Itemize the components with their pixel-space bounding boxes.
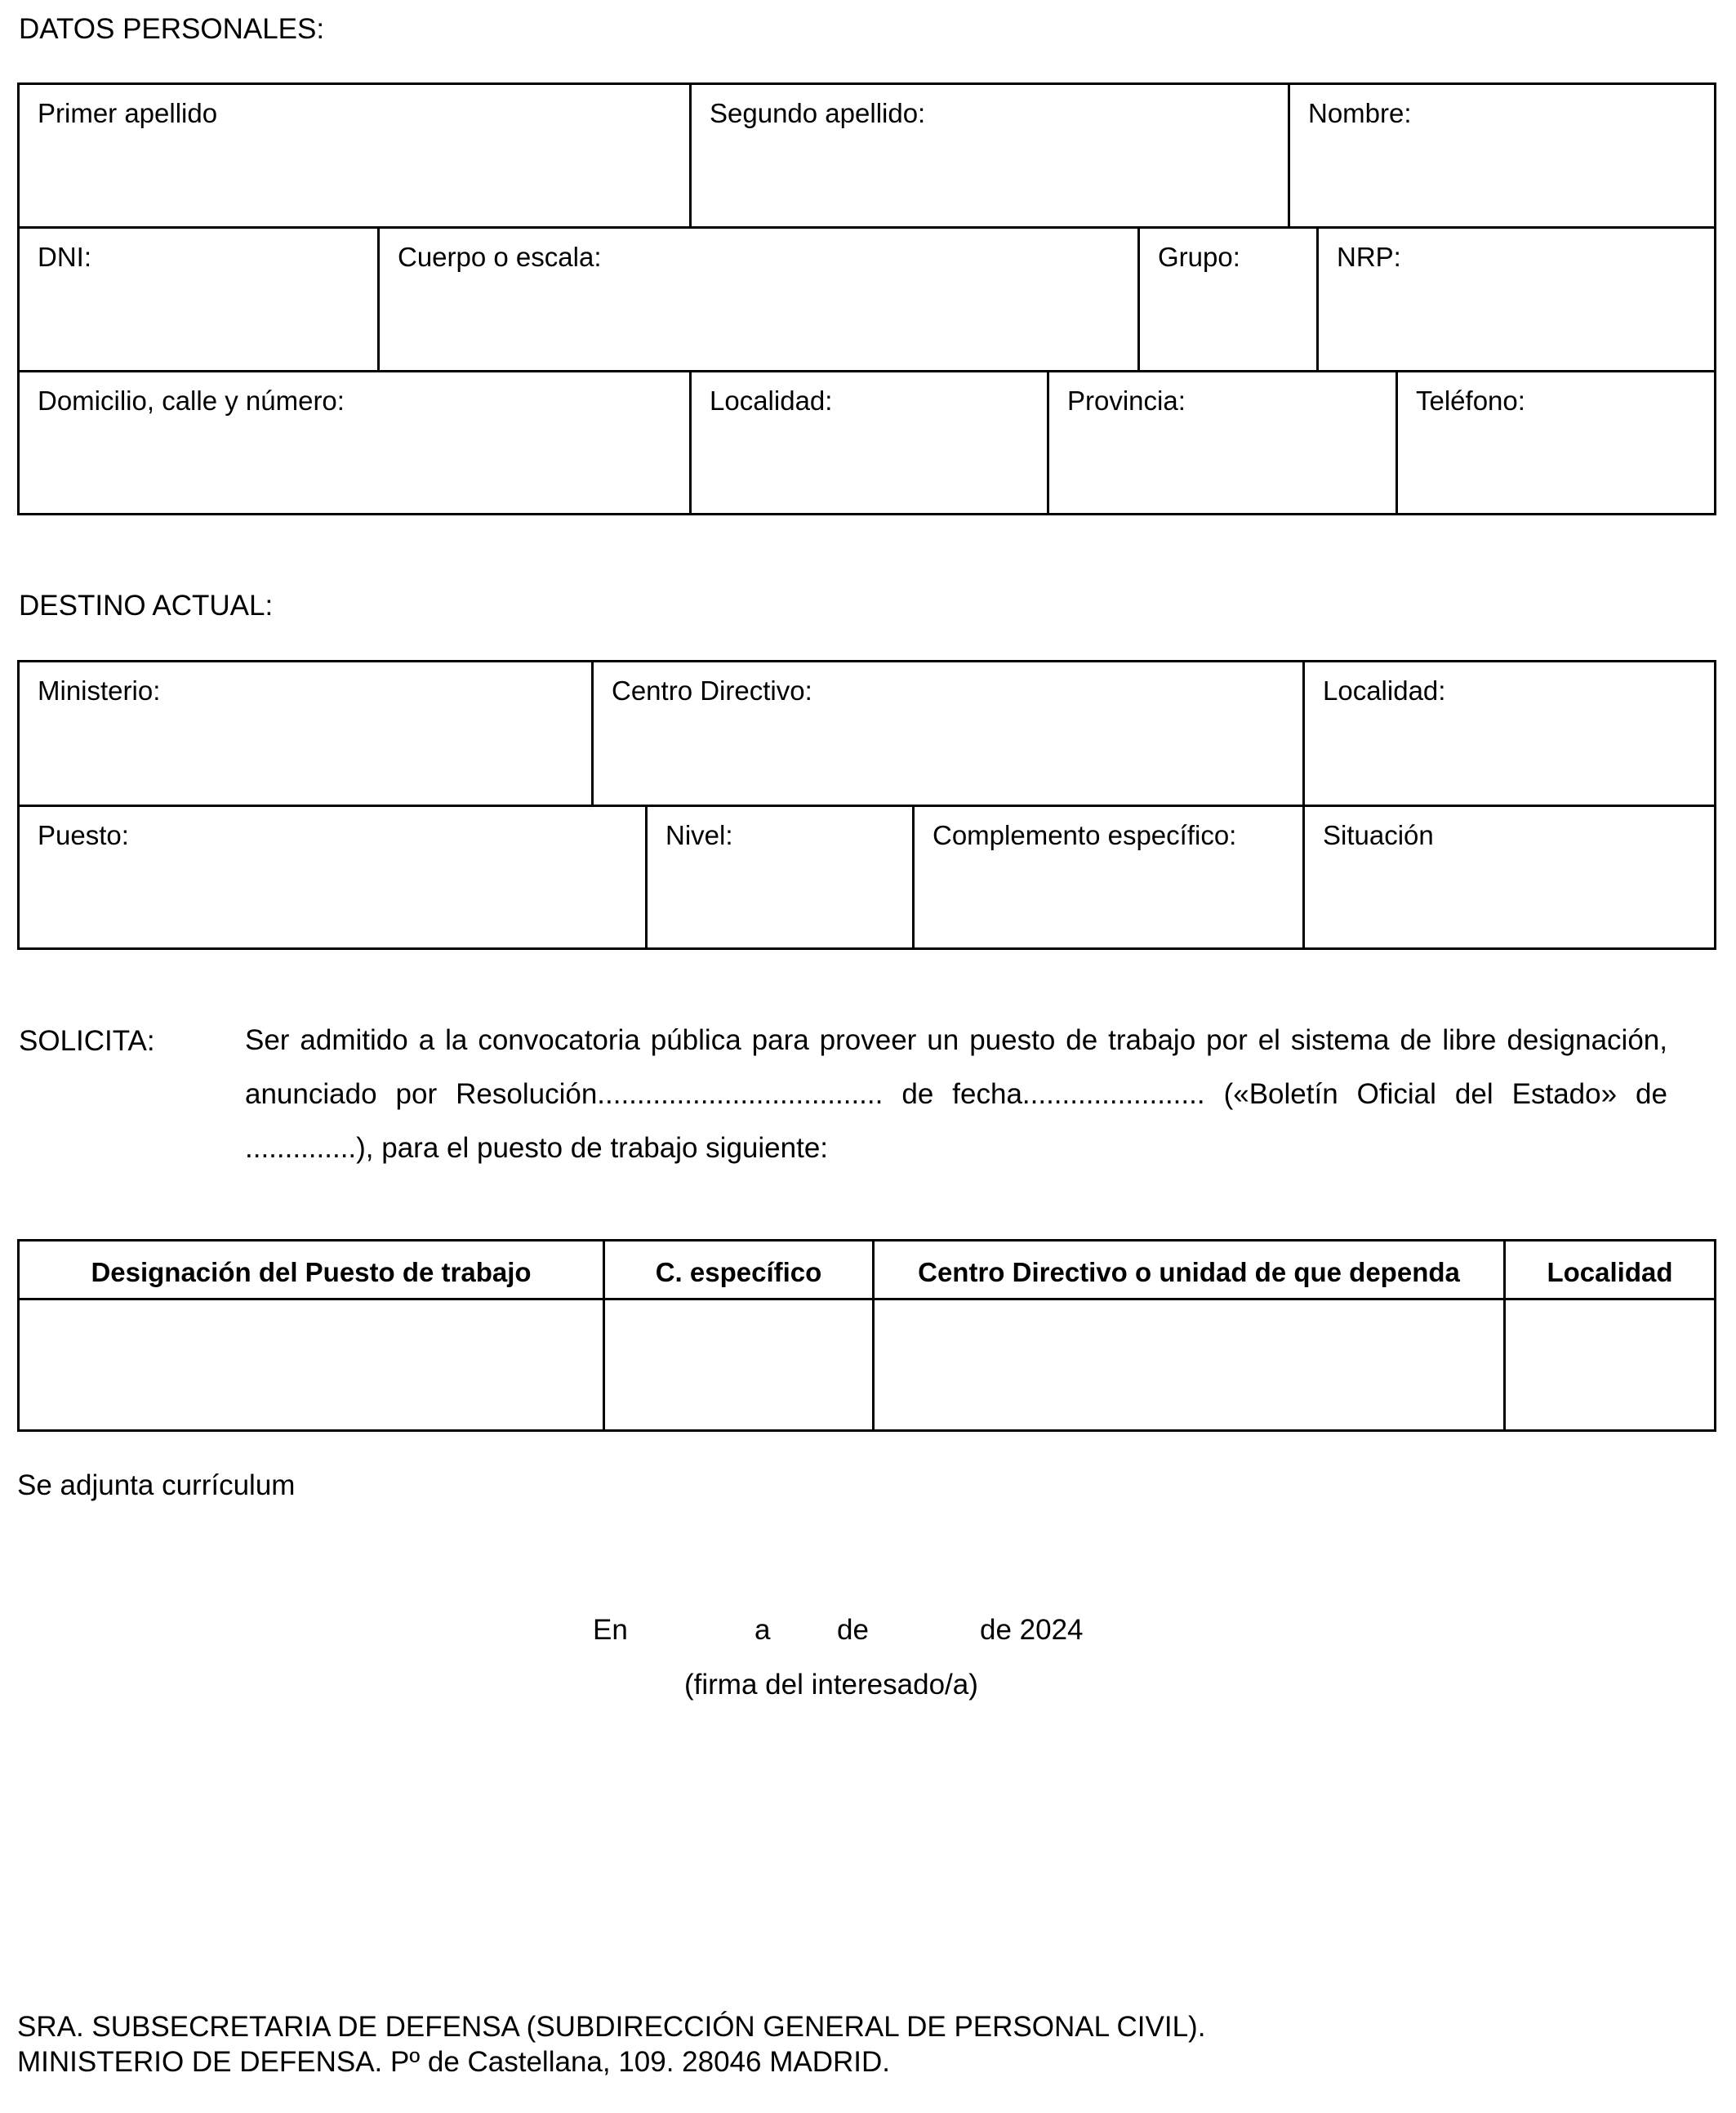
complemento-especifico-field[interactable]: Complemento específico:	[912, 807, 1302, 947]
header-designacion: Designación del Puesto de trabajo	[91, 1257, 532, 1287]
centro-directivo-field[interactable]: Centro Directivo:	[591, 662, 1302, 805]
datos-row-1	[20, 85, 1714, 226]
cuerpo-escala-field[interactable]: Cuerpo o escala:	[377, 229, 1137, 370]
centro-directivo-input-cell[interactable]	[872, 1300, 1503, 1429]
puesto-table	[17, 1239, 1716, 1432]
datos-personales-heading: DATOS PERSONALES:	[19, 13, 325, 45]
nombre-field[interactable]: Nombre:	[1288, 85, 1714, 226]
firma-year: de 2024	[980, 1614, 1084, 1646]
telefono-field[interactable]: Teléfono:	[1395, 372, 1714, 513]
firma-note: (firma del interesado/a)	[684, 1669, 978, 1701]
nivel-field[interactable]: Nivel:	[645, 807, 912, 947]
situacion-field[interactable]: Situación	[1302, 807, 1714, 947]
destino-localidad-field[interactable]: Localidad:	[1302, 662, 1714, 805]
datos-row-3	[20, 372, 1714, 513]
adjunta-curriculum: Se adjunta currículum	[17, 1469, 296, 1501]
firma-de: de	[837, 1614, 869, 1646]
segundo-apellido-field[interactable]: Segundo apellido:	[689, 85, 1288, 226]
destino-row-1	[20, 662, 1714, 805]
domicilio-field[interactable]: Domicilio, calle y número:	[38, 386, 345, 416]
designacion-input-cell[interactable]	[20, 1300, 603, 1429]
puesto-field[interactable]: Puesto:	[38, 820, 129, 850]
dni-field[interactable]: DNI:	[38, 242, 91, 272]
puesto-table-row	[20, 1300, 1714, 1429]
destino-actual-table	[17, 660, 1716, 950]
puesto-table-header	[20, 1241, 1714, 1298]
footer-addressee: SRA. SUBSECRETARIA DE DEFENSA (SUBDIRECCIÓN GENERAL DE PERSONAL CIVIL).	[17, 2011, 1206, 2043]
nrp-field[interactable]: NRP:	[1316, 229, 1714, 370]
grupo-field[interactable]: Grupo:	[1137, 229, 1316, 370]
localidad-field[interactable]: Localidad:	[689, 372, 1047, 513]
footer-address: MINISTERIO DE DEFENSA. Pº de Castellana, 109. 28046 MADRID.	[17, 2046, 891, 2078]
datos-row-2	[20, 229, 1714, 370]
header-centro-directivo: Centro Directivo o unidad de que dependa	[872, 1241, 1503, 1298]
localidad-input-cell[interactable]	[1503, 1300, 1714, 1429]
header-localidad: Localidad	[1503, 1241, 1714, 1298]
datos-personales-table	[17, 82, 1716, 515]
primer-apellido-field[interactable]: Primer apellido	[38, 98, 218, 128]
destino-actual-heading: DESTINO ACTUAL:	[19, 590, 274, 622]
destino-row-2	[20, 807, 1714, 947]
solicita-label: SOLICITA:	[19, 1025, 155, 1057]
c-especifico-input-cell[interactable]	[603, 1300, 872, 1429]
ministerio-field[interactable]: Ministerio:	[38, 675, 161, 706]
firma-en: En	[593, 1614, 628, 1646]
solicita-text: Ser admitido a la convocatoria pública para proveer un puesto de trabajo por el sistema de libre designación, anunciado por Resolución.................................... de fecha....................... («Boletín Oficial del Estado» de ..............), para el puesto de trabajo siguiente:	[245, 1024, 1667, 1164]
firma-a: a	[754, 1614, 771, 1646]
provincia-field[interactable]: Provincia:	[1047, 372, 1395, 513]
header-c-especifico: C. específico	[603, 1241, 872, 1298]
